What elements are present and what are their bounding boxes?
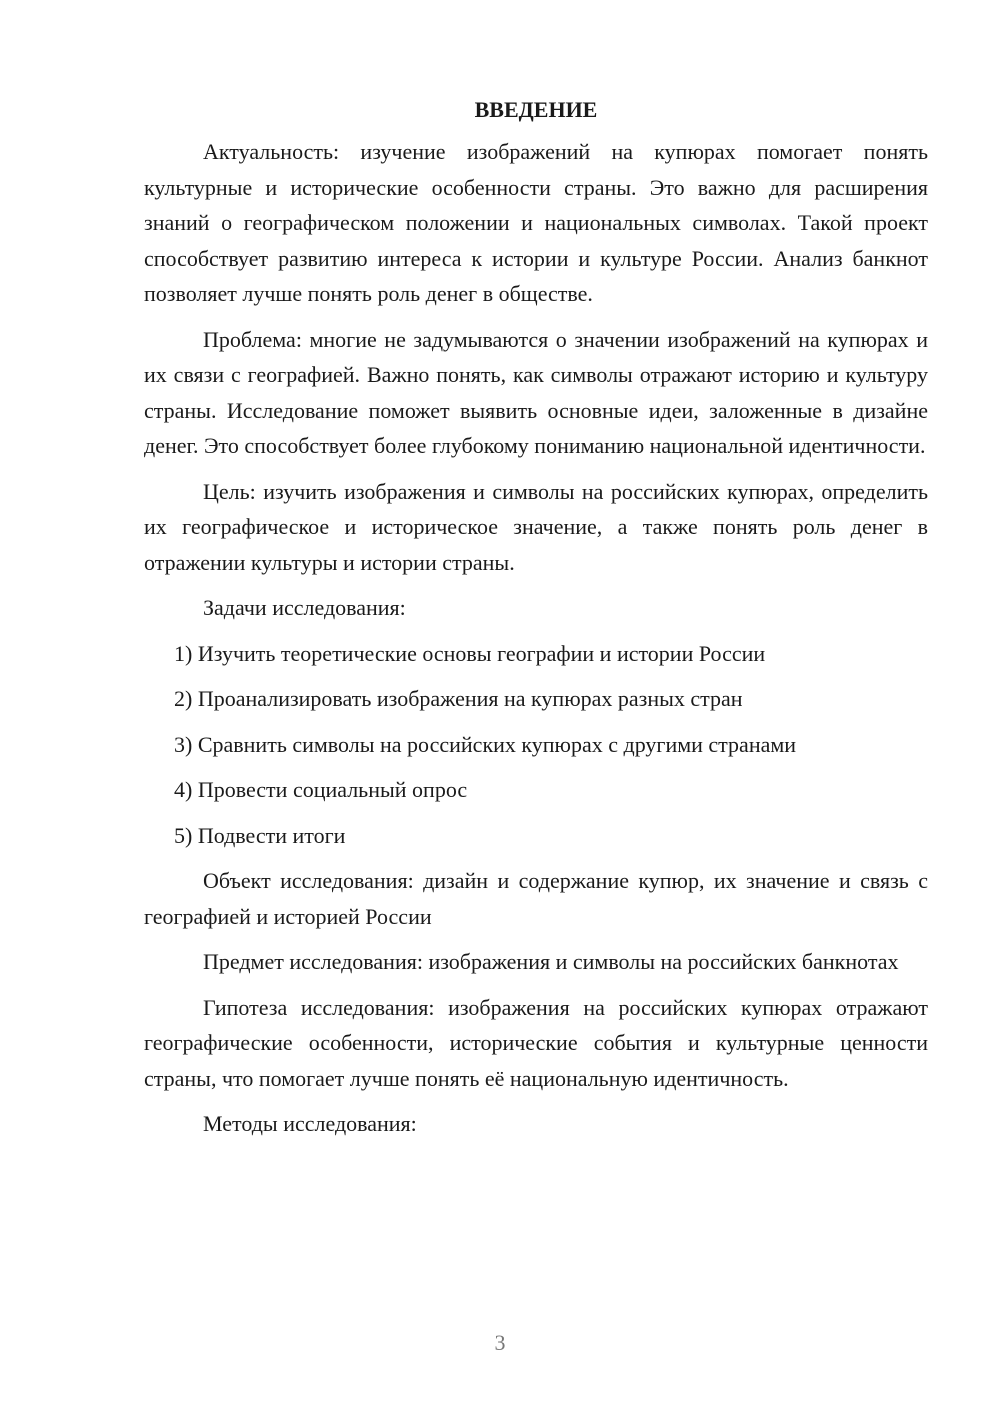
list-item: 2) Проанализировать изображения на купюрах разных стран (174, 686, 743, 711)
tasks-title: Задачи исследования: (203, 595, 406, 620)
document-page (144, 96, 928, 1152)
object-paragraph: Объект исследования: дизайн и содержание купюр, их значение и связь с географией и историей России (144, 868, 928, 929)
page-title: ВВЕДЕНИЕ (474, 97, 598, 122)
goal-paragraph: Цель: изучить изображения и символы на российских купюрах, определить их географическое и историческое значение, а также понять роль денег в отражении культуры и истории страны. (144, 478, 928, 575)
page-number: 3 (494, 1330, 506, 1355)
list-item: 1) Изучить теоретические основы географии и истории России (174, 640, 766, 666)
methods-title: Методы исследования: (203, 1111, 417, 1136)
subject-paragraph: Предмет исследования: изображения и символы на российских банкнотах (203, 949, 899, 974)
hypothesis-paragraph: Гипотеза исследования: изображения на российских купюрах отражают географические особенности, исторические события и культурные ценности страны, что помогает лучше понять её национальную идентичность. (144, 994, 928, 1091)
list-item: 4) Провести социальный опрос (174, 777, 468, 802)
problem-paragraph: Проблема: многие не задумываются о значении изображений на купюрах и их связи с географией. Важно понять, как символы отражают историю и культуру страны. Исследование поможет выявить основные идеи, заложенные в дизайне денег. Это способствует более глубокому пониманию национальной идентичности. (144, 326, 928, 458)
tasks-list (144, 636, 928, 854)
list-item: 3) Сравнить символы на российских купюрах с другими странами (174, 731, 797, 757)
relevance-paragraph: Актуальность: изучение изображений на купюрах помогает понять культурные и исторические особенности страны. Это важно для расширения знаний о географическом положении и национальных символах. Такой проект способствует развитию интереса к истории и культуре России. Анализ банкнот позволяет лучше понять роль денег в обществе. (144, 139, 928, 306)
list-item: 5) Подвести итоги (174, 822, 346, 848)
